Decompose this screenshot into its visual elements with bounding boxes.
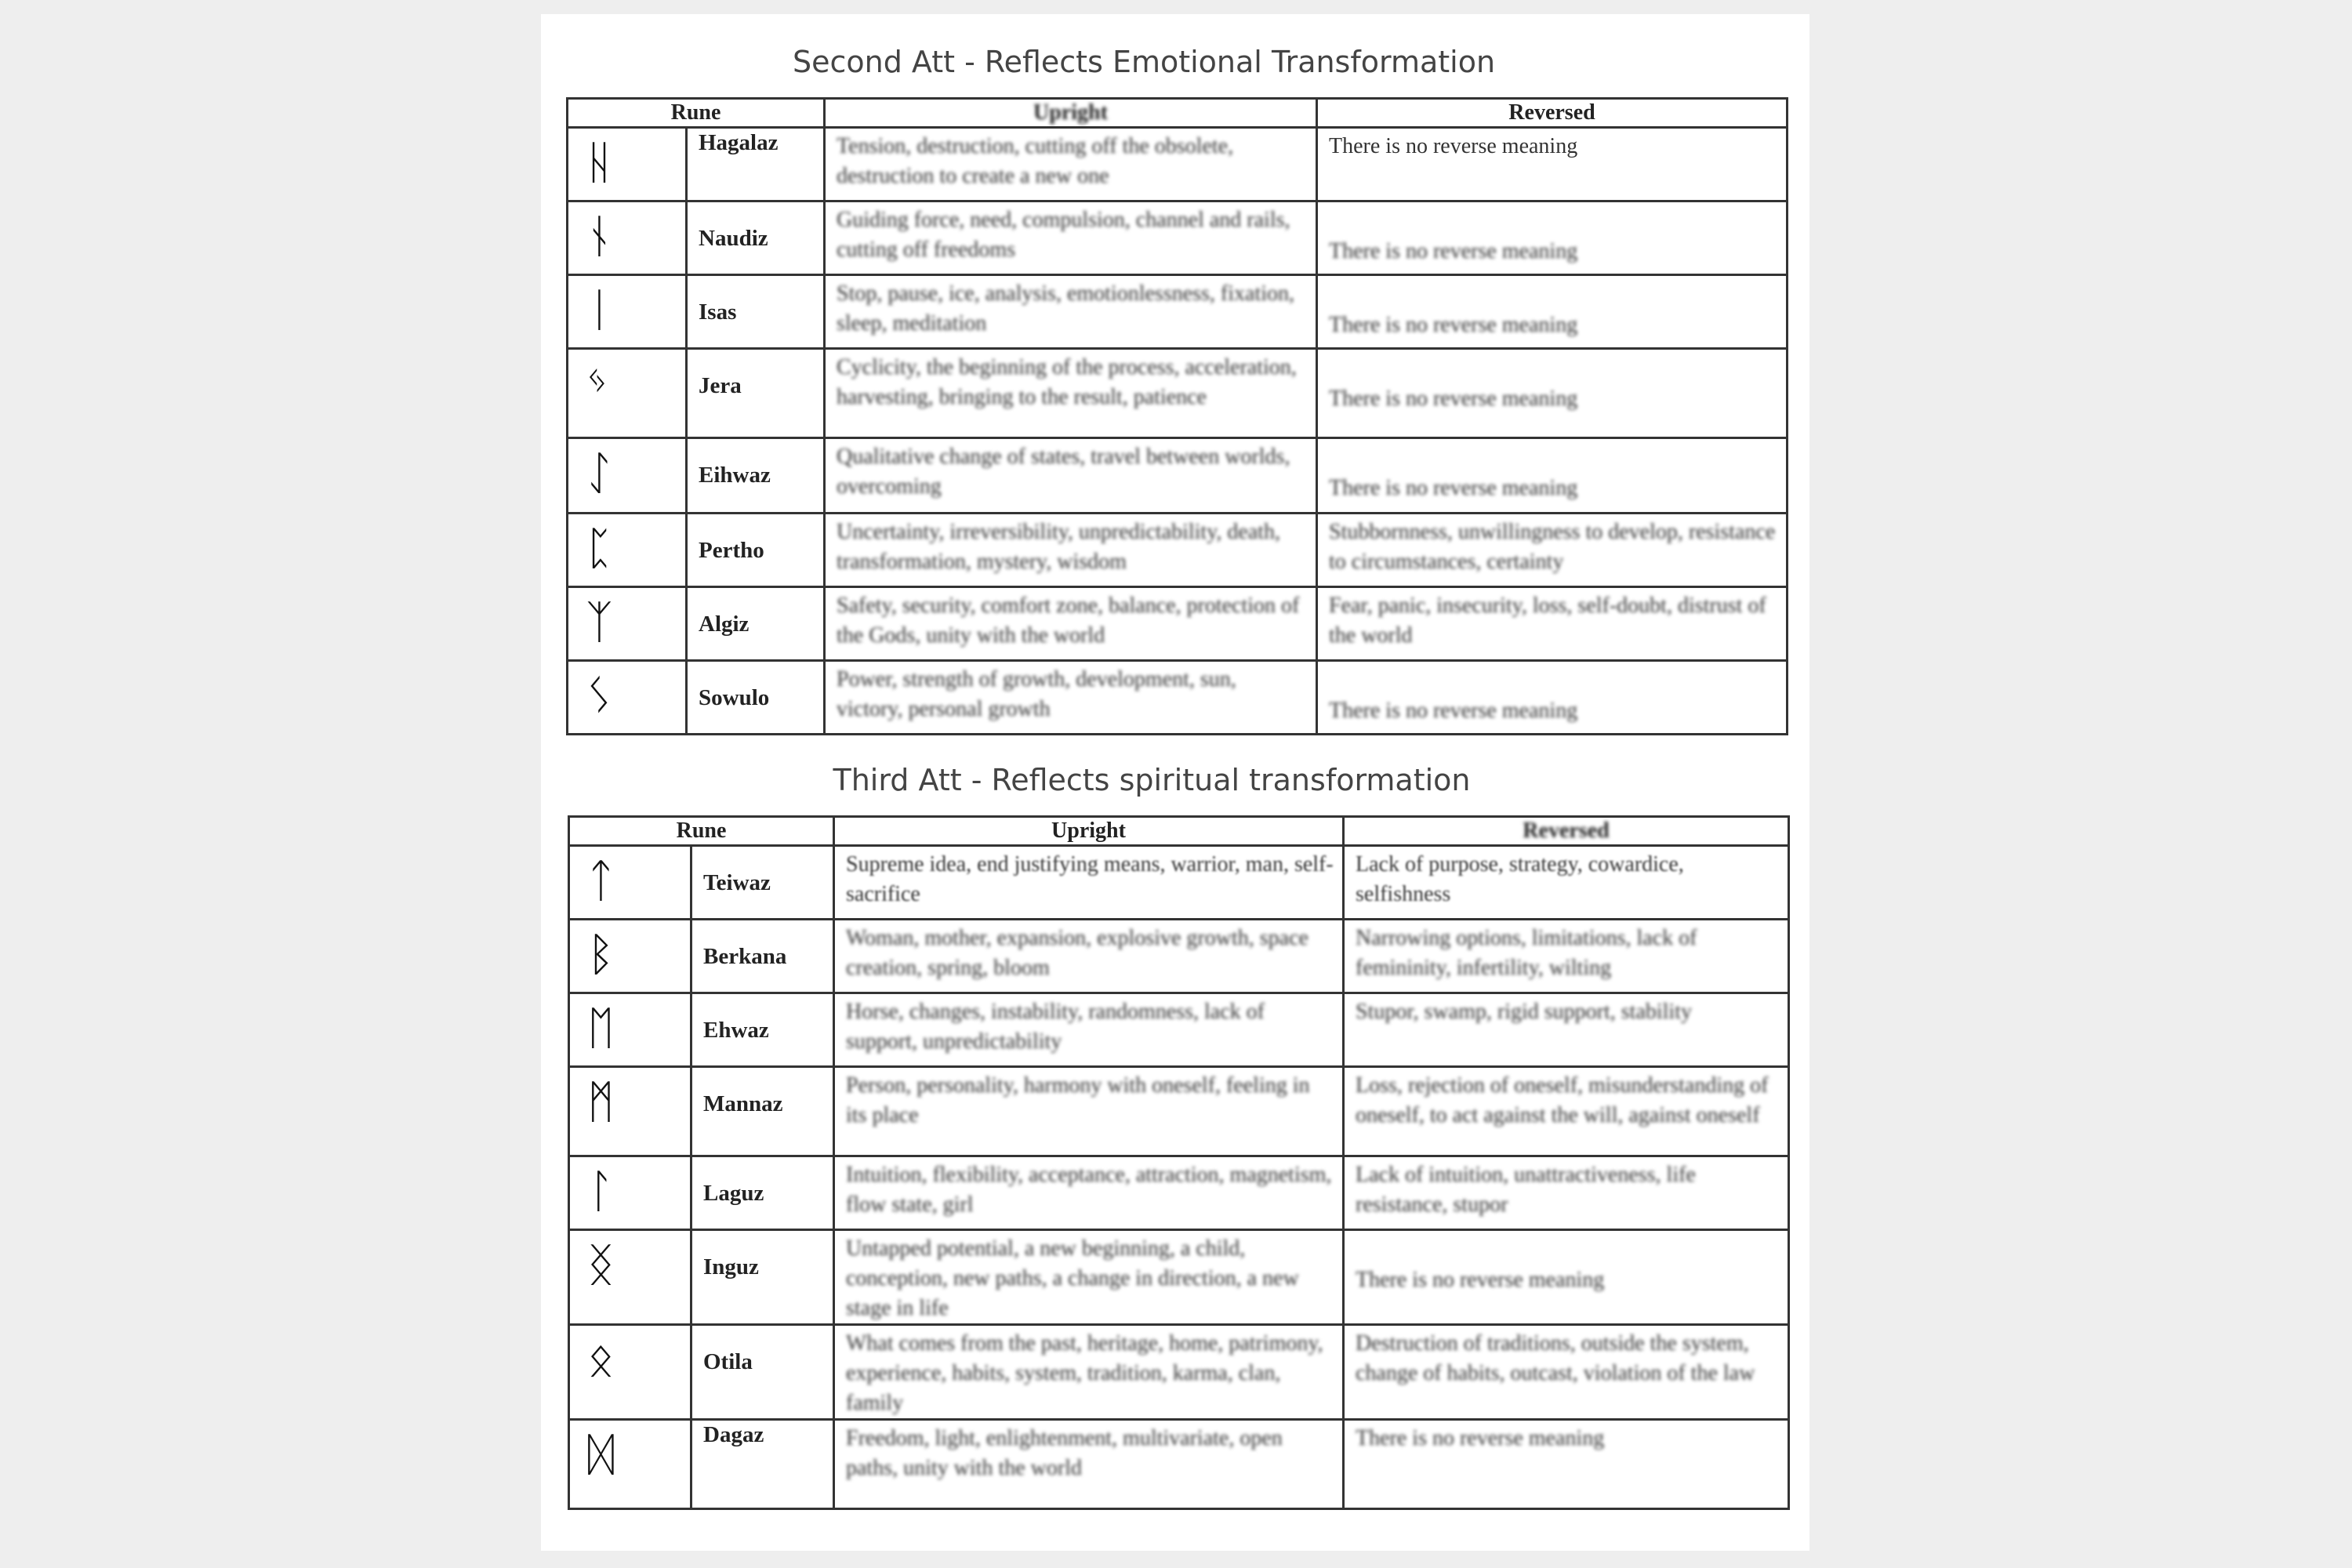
table-row <box>569 1230 1789 1325</box>
reversed-meaning: There is no reverse meaning <box>1317 438 1788 514</box>
upright-meaning: Person, personality, harmony with oneself, feeling in its place <box>834 1067 1344 1156</box>
document-page <box>541 14 1809 1551</box>
reversed-meaning: There is no reverse meaning <box>1344 1420 1789 1509</box>
reversed-meaning: Fear, panic, insecurity, loss, self-doubt, distrust of the world <box>1317 587 1788 661</box>
rune-name: Naudiz <box>699 226 768 251</box>
rune-name: Otila <box>703 1349 753 1374</box>
table-row <box>568 661 1788 735</box>
upright-meaning: Safety, security, comfort zone, balance, protection of the Gods, unity with the world <box>825 587 1317 661</box>
table-row <box>569 920 1789 993</box>
rune-name: Hagalaz <box>699 130 779 155</box>
reversed-meaning: Narrowing options, limitations, lack of femininity, infertility, wilting <box>1344 920 1789 993</box>
header-reversed: Reversed <box>1317 99 1788 128</box>
rune-glyph: ᚺ <box>586 136 613 189</box>
rune-name: Pertho <box>699 538 764 563</box>
rune-name: Berkana <box>703 944 787 969</box>
reversed-meaning: Lack of purpose, strategy, cowardice, selfishness <box>1344 846 1789 920</box>
rune-glyph: ᛟ <box>587 1333 615 1386</box>
upright-meaning: Guiding force, need, compulsion, channel and rails, cutting off freedoms <box>825 201 1317 275</box>
rune-name: Ehwaz <box>703 1018 769 1043</box>
rune-name: Laguz <box>703 1181 764 1206</box>
table-row <box>569 1420 1789 1509</box>
upright-meaning: Supreme idea, end justifying means, warrior, man, self-sacrifice <box>834 846 1344 920</box>
reversed-meaning: Stubbornness, unwillingness to develop, resistance to circumstances, certainty <box>1317 514 1788 587</box>
table-header-row <box>568 99 1788 128</box>
reversed-meaning: Lack of intuition, unattractiveness, life resistance, stupor <box>1344 1156 1789 1230</box>
rune-name: Mannaz <box>703 1091 783 1116</box>
table-row <box>569 1325 1789 1420</box>
table-row <box>568 587 1788 661</box>
upright-meaning: Qualitative change of states, travel between worlds, overcoming <box>825 438 1317 514</box>
header-rune: Rune <box>568 99 825 128</box>
rune-glyph: ᛃ <box>586 358 608 401</box>
header-upright: Upright <box>834 817 1344 846</box>
header-upright: Upright <box>825 99 1317 128</box>
upright-meaning: Cyclicity, the beginning of the process, acceleration, harvesting, bringing to the result, patience <box>825 349 1317 438</box>
table-row <box>569 1067 1789 1156</box>
header-rune: Rune <box>569 817 834 846</box>
rune-name: Isas <box>699 299 737 325</box>
rune-name: Eihwaz <box>699 463 771 488</box>
upright-meaning: Stop, pause, ice, analysis, emotionlessness, fixation, sleep, meditation <box>825 275 1317 349</box>
table-header-row <box>569 817 1789 846</box>
reversed-meaning: Stupor, swamp, rigid support, stability <box>1344 993 1789 1067</box>
rune-glyph: ᛗ <box>587 1075 615 1128</box>
rune-glyph: ᛖ <box>587 1001 615 1054</box>
reversed-meaning: There is no reverse meaning <box>1317 661 1788 735</box>
rune-glyph: ᛚ <box>587 1164 615 1218</box>
second-att-table <box>566 97 1788 735</box>
third-att-title: Third Att - Reflects spiritual transformation <box>833 763 1471 797</box>
table-row <box>568 128 1788 201</box>
reversed-meaning: There is no reverse meaning <box>1317 349 1788 438</box>
rune-glyph: ᛞ <box>587 1428 615 1481</box>
rune-glyph: ᛈ <box>586 521 613 575</box>
rune-name: Dagaz <box>703 1422 764 1447</box>
reversed-meaning: There is no reverse meaning <box>1317 128 1788 201</box>
upright-meaning: Uncertainty, irreversibility, unpredictability, death, transformation, mystery, wisdom <box>825 514 1317 587</box>
upright-meaning: Freedom, light, enlightenment, multivariate, open paths, unity with the world <box>834 1420 1344 1509</box>
rune-glyph: ᛇ <box>586 446 613 499</box>
rune-glyph: ᛏ <box>587 854 615 907</box>
reversed-meaning: There is no reverse meaning <box>1317 275 1788 349</box>
upright-meaning: Tension, destruction, cutting off the obsolete, destruction to create a new one <box>825 128 1317 201</box>
rune-glyph: ᛊ <box>586 669 613 722</box>
table-row <box>568 438 1788 514</box>
upright-meaning: Untapped potential, a new beginning, a child, conception, new paths, a change in direction, a new stage in life <box>834 1230 1344 1325</box>
reversed-meaning: Destruction of traditions, outside the system, change of habits, outcast, violation of the law <box>1344 1325 1789 1420</box>
upright-meaning: What comes from the past, heritage, home, patrimony, experience, habits, system, tradition, karma, clan, family <box>834 1325 1344 1420</box>
table-row <box>568 201 1788 275</box>
upright-meaning: Power, strength of growth, development, sun, victory, personal growth <box>825 661 1317 735</box>
reversed-meaning: There is no reverse meaning <box>1317 201 1788 275</box>
table-row <box>569 846 1789 920</box>
upright-meaning: Horse, changes, instability, randomness, lack of support, unpredictability <box>834 993 1344 1067</box>
rune-name: Algiz <box>699 612 750 637</box>
table-row <box>568 514 1788 587</box>
header-reversed: Reversed <box>1344 817 1789 846</box>
upright-meaning: Woman, mother, expansion, explosive growth, space creation, spring, bloom <box>834 920 1344 993</box>
table-row <box>569 1156 1789 1230</box>
third-att-table <box>568 815 1790 1510</box>
rune-glyph: ᚾ <box>586 209 613 263</box>
upright-meaning: Intuition, flexibility, acceptance, attraction, magnetism, flow state, girl <box>834 1156 1344 1230</box>
rune-glyph: ᛒ <box>587 927 615 981</box>
rune-name: Teiwaz <box>703 870 771 895</box>
rune-name: Inguz <box>703 1254 759 1279</box>
rune-name: Sowulo <box>699 685 770 710</box>
rune-glyph: ᛝ <box>587 1238 615 1291</box>
second-att-title: Second Att - Reflects Emotional Transformation <box>792 45 1496 79</box>
table-row <box>568 349 1788 438</box>
table-row <box>569 993 1789 1067</box>
rune-name: Jera <box>699 373 742 398</box>
rune-glyph: ᛉ <box>586 595 613 648</box>
reversed-meaning: Loss, rejection of oneself, misunderstanding of oneself, to act against the will, against oneself <box>1344 1067 1789 1156</box>
reversed-meaning: There is no reverse meaning <box>1344 1230 1789 1325</box>
rune-glyph: ᛁ <box>586 283 613 336</box>
table-row <box>568 275 1788 349</box>
